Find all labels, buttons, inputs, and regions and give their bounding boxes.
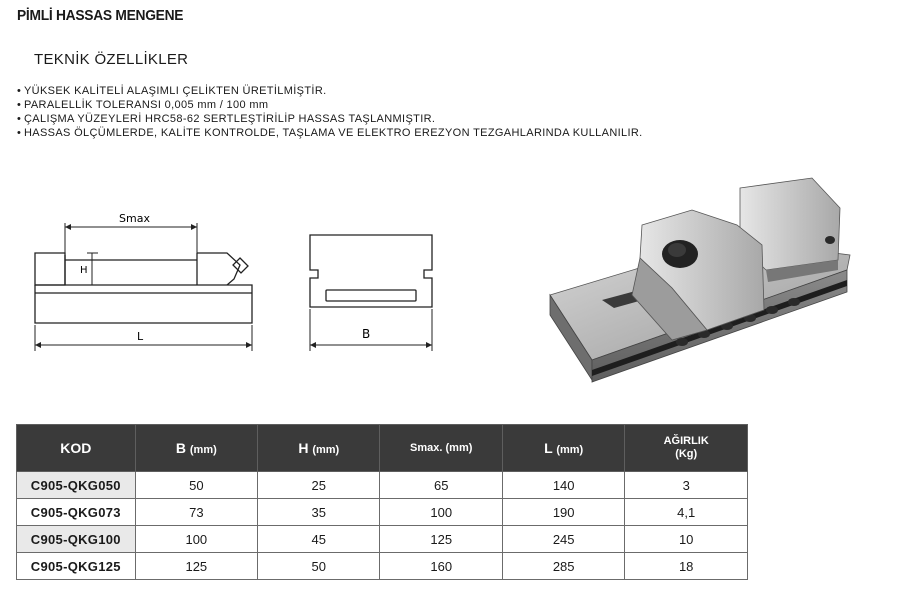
side-view-drawing: [22, 205, 262, 355]
col-header-h: [258, 425, 380, 472]
col-header-l-unit: (mm): [556, 444, 584, 456]
cell-l: 285: [502, 553, 624, 580]
col-header-weight-unit: (Kg): [675, 448, 698, 460]
col-header-smax: Smax. (mm): [380, 425, 502, 472]
col-header-b: [135, 425, 257, 472]
table-row: [17, 553, 748, 580]
cell-l: 245: [502, 526, 624, 553]
bullet-icon: •: [17, 113, 22, 125]
feature-list: [17, 84, 643, 140]
cell-kod: C905-QKG100: [17, 526, 136, 553]
feature-item: [17, 84, 643, 98]
feature-text: ÇALIŞMA YÜZEYLERİ HRC58-62 SERTLEŞTİRİLİP HASSAS TAŞLANMIŞTIR.: [24, 113, 436, 125]
feature-item: [17, 98, 643, 112]
col-header-h-label: H: [298, 440, 309, 456]
cell-smax: 65: [380, 472, 502, 499]
section-subtitle: TEKNİK ÖZELLİKLER: [34, 51, 189, 68]
cell-kg: 4,1: [625, 499, 748, 526]
col-header-weight: [625, 425, 748, 472]
feature-item: [17, 126, 643, 140]
table-row: [17, 526, 748, 553]
cell-h: 25: [258, 472, 380, 499]
cell-b: 100: [135, 526, 257, 553]
spec-table: [16, 424, 748, 580]
cell-b: 73: [135, 499, 257, 526]
cell-h: 50: [258, 553, 380, 580]
feature-text: YÜKSEK KALİTELİ ALAŞIMLI ÇELİKTEN ÜRETİLMİŞTİR.: [24, 85, 327, 97]
cell-kg: 10: [625, 526, 748, 553]
cell-smax: 100: [380, 499, 502, 526]
feature-text: HASSAS ÖLÇÜMLERDE, KALİTE KONTROLDE, TAŞLAMA VE ELEKTRO EREZYON TEZGAHLARINDA KULLANILIR.: [24, 127, 643, 139]
cell-b: 50: [135, 472, 257, 499]
cell-smax: 160: [380, 553, 502, 580]
col-header-h-unit: (mm): [312, 444, 340, 456]
col-header-weight-label: AĞIRLIK: [663, 435, 709, 447]
col-header-kod: KOD: [17, 425, 136, 472]
table-header-row: [17, 425, 748, 472]
cell-kg: 18: [625, 553, 748, 580]
feature-text: PARALELLİK TOLERANSI 0,005 mm / 100 mm: [24, 99, 269, 111]
l-label: L: [137, 330, 144, 343]
front-view-drawing: [296, 225, 446, 355]
h-label: H: [80, 265, 88, 276]
smax-label: Smax: [119, 212, 150, 225]
col-header-b-unit: (mm): [189, 444, 217, 456]
cell-kod: C905-QKG125: [17, 553, 136, 580]
cell-kg: 3: [625, 472, 748, 499]
cell-h: 45: [258, 526, 380, 553]
cell-l: 190: [502, 499, 624, 526]
cell-b: 125: [135, 553, 257, 580]
vise-product-image: [532, 170, 872, 408]
feature-item: [17, 112, 643, 126]
table-row: [17, 472, 748, 499]
bullet-icon: •: [17, 127, 22, 139]
col-header-b-label: B: [175, 440, 186, 456]
col-header-l: [502, 425, 624, 472]
table-row: [17, 499, 748, 526]
page-title: PİMLİ HASSAS MENGENE: [17, 7, 184, 24]
cell-l: 140: [502, 472, 624, 499]
cell-smax: 125: [380, 526, 502, 553]
cell-h: 35: [258, 499, 380, 526]
cell-kod: C905-QKG050: [17, 472, 136, 499]
bullet-icon: •: [17, 99, 22, 111]
bullet-icon: •: [17, 85, 22, 97]
col-header-l-label: L: [544, 440, 553, 456]
cell-kod: C905-QKG073: [17, 499, 136, 526]
b-label: B: [362, 327, 371, 341]
